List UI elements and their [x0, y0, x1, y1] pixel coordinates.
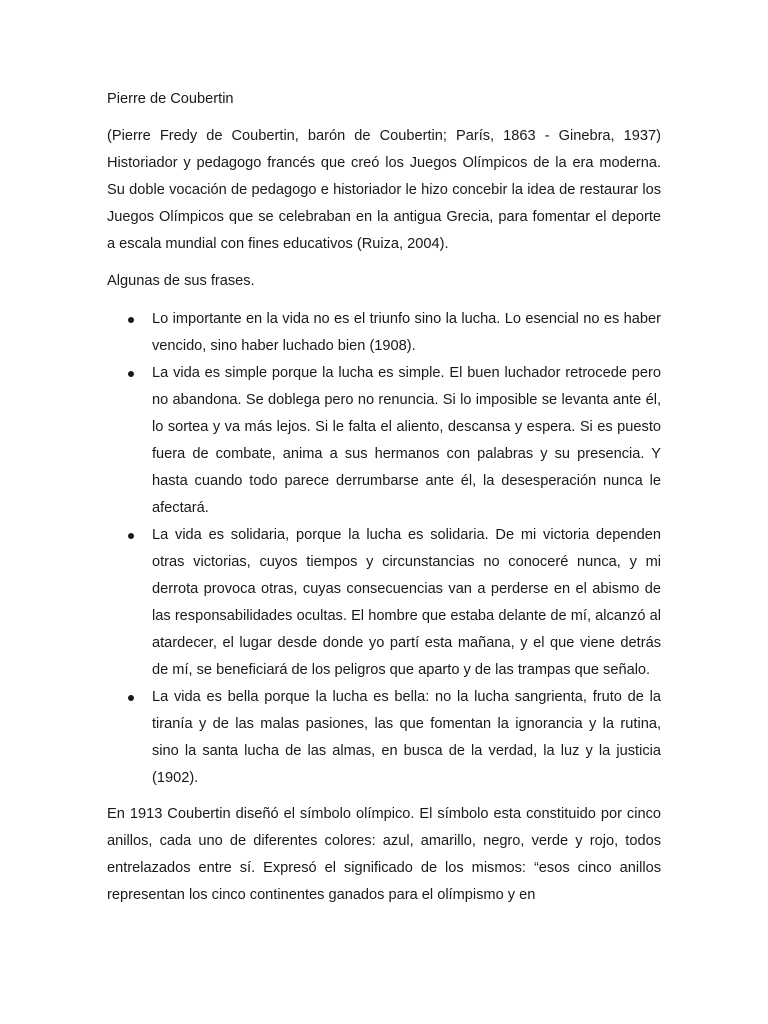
document-title: Pierre de Coubertin [107, 91, 234, 107]
quote-text: La vida es simple porque la lucha es simple. El buen luchador retrocede pero no abandona. Se doblega pero no renuncia. Si lo imposible se levanta ante él, lo sortea y va más lejos. Si le falta el aliento, descansa y espera. Si es puesto fuera de combate, anima a sus hermanos con palabras y su presencia. Y hasta cuando todo parece derrumbarse ante él, la desesperación nunca le afectará. [152, 365, 661, 516]
document-page [107, 86, 661, 909]
intro-paragraph: (Pierre Fredy de Coubertin, barón de Coubertin; París, 1863 - Ginebra, 1937) Historiador y pedagogo francés que creó los Juegos Olímpicos de la era moderna. Su doble vocación de pedagogo e historiador le hizo concebir la idea de restaurar los Juegos Olímpicos que se celebraban en la antigua Grecia, para fomentar el deporte a escala mundial con fines educativos (Ruiza, 2004). [107, 128, 661, 252]
list-item [107, 684, 661, 792]
quotes-list [107, 306, 661, 792]
bullet-icon [128, 371, 134, 377]
quotes-subheading: Algunas de sus frases. [107, 273, 255, 289]
bullet-icon [128, 317, 134, 323]
list-item [107, 522, 661, 684]
closing-paragraph: En 1913 Coubertin diseñó el símbolo olímpico. El símbolo esta constituido por cinco anillos, cada uno de diferentes colores: azul, amarillo, negro, verde y rojo, todos entrelazados entre sí. Expresó el significado de los mismos: “esos cinco anillos representan los cinco continentes ganados para el olímpismo y en [107, 806, 661, 903]
quote-text: La vida es bella porque la lucha es bella: no la lucha sangrienta, fruto de la tiranía y de las malas pasiones, las que fomentan la ignorancia y la rutina, sino la santa lucha de las almas, en busca de la verdad, la luz y la justicia (1902). [152, 689, 661, 786]
list-item [107, 360, 661, 522]
bullet-icon [128, 695, 134, 701]
quote-text: La vida es solidaria, porque la lucha es solidaria. De mi victoria dependen otras victorias, cuyos tiempos y circunstancias no conoceré nunca, y mi derrota provoca otras, cuyas consecuencias van a perderse en el abismo de las responsabilidades ocultas. El hombre que estaba delante de mí, alcanzó al atardecer, el lugar desde donde yo partí esta mañana, y el que viene detrás de mí, se beneficiará de los peligros que aparto y de las trampas que señalo. [152, 527, 661, 678]
list-item [107, 306, 661, 360]
bullet-icon [128, 533, 134, 539]
quote-text: Lo importante en la vida no es el triunfo sino la lucha. Lo esencial no es haber vencido, sino haber luchado bien (1908). [152, 311, 661, 354]
